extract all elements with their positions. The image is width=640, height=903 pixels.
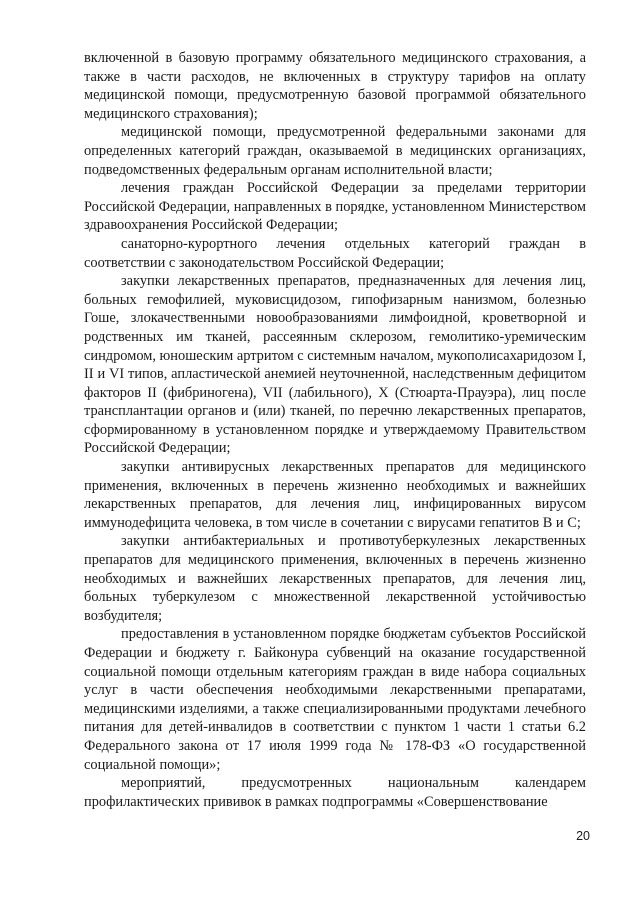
paragraph-federal-medical-care: медицинской помощи, предусмотренной федеральными законами для определенных категорий граждан, оказываемой в медицинских организациях, подведомственных федеральным органам исполнительной власти; (84, 124, 586, 178)
paragraph-vaccination-measures: мероприятий, предусмотренных национальным календарем профилактических прививок в рамках подпрограммы «Совершенствование (84, 775, 586, 810)
paragraph-sanatorium-treatment: санаторно-курортного лечения отдельных категорий граждан в соответствии с законодательством Российской Федерации; (84, 235, 586, 271)
body-text (84, 49, 586, 811)
paragraph-treatment-abroad: лечения граждан Российской Федерации за пределами территории Российской Федерации, направленных в порядке, установленном Министерством здравоохранения Российской Федерации; (84, 180, 586, 234)
page-number: 20 (576, 829, 590, 843)
paragraph-continuation: включенной в базовую программу обязательного медицинского страхования, а также в части расходов, не включенных в структуру тарифов на оплату медицинской помощи, предусмотренную базовой программой обязательного медицинского страхования); (84, 50, 586, 122)
paragraph-subventions: предоставления в установленном порядке бюджетам субъектов Российской Федерации и бюджету г. Байконура субвенций на оказание государственной социальной помощи отдельным категориям граждан в виде набора социальных услуг в части обеспечения необходимыми лекарственными препаратами, медицинскими изделиями, а также специализированными продуктами лечебного питания для детей-инвалидов в соответствии с пунктом 1 части 1 статьи 6.2 Федерального закона от 17 июля 1999 года № 178-ФЗ «О государственной социальной помощи»; (84, 626, 586, 773)
paragraph-drug-procurement: закупки лекарственных препаратов, предназначенных для лечения лиц, больных гемофилией, муковисцидозом, гипофизарным нанизмом, болезнью Гоше, злокачественными новообразованиями лимфоидной, кроветворной и родственных им тканей, рассеянным склерозом, гемолитико-уремическим синдромом, юношеским артритом с системным началом, мукополисахаридозом I, II и VI типов, апластической анемией неуточненной, наследственным дефицитом факторов II (фибриногена), VII (лабильного), X (Стюарта-Прауэра), лиц после трансплантации органов и (или) тканей, по перечню лекарственных препаратов, сформированному в установленном порядке и утверждаемому Правительством Российской Федерации; (84, 273, 586, 457)
paragraph-antibacterial-procurement: закупки антибактериальных и противотуберкулезных лекарственных препаратов для медицинского применения, включенных в перечень жизненно необходимых и важнейших лекарственных препаратов, для лечения лиц, больных туберкулезом с множественной лекарственной устойчивостью возбудителя; (84, 533, 586, 624)
paragraph-antiviral-procurement: закупки антивирусных лекарственных препаратов для медицинского применения, включенных в перечень жизненно необходимых и важнейших лекарственных препаратов, для лечения лиц, инфицированных вирусом иммунодефицита человека, в том числе в сочетании с вирусами гепатитов B и C; (84, 459, 586, 531)
